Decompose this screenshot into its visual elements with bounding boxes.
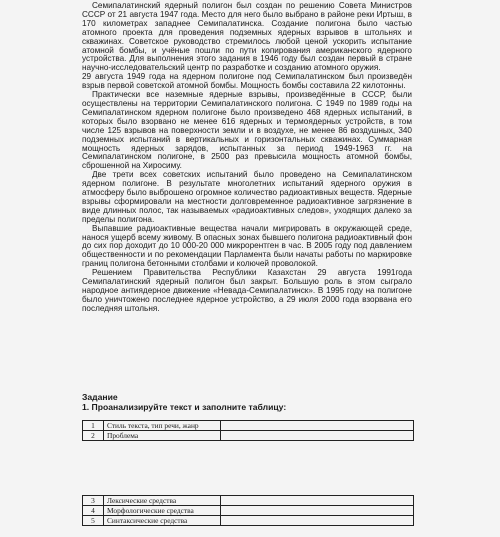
paragraph: 29 августа 1949 года на ядерном полигоне под Семипалатинском был произведён взрыв первой советской атомной бомбы. Мощность бомбы составила 22 килотонны. (82, 72, 412, 91)
row-number: 2 (83, 431, 104, 441)
row-number: 5 (83, 516, 104, 526)
task-section (82, 392, 422, 412)
table-row (83, 506, 414, 516)
row-label: Морфологические средства (104, 506, 221, 516)
table-row (83, 516, 414, 526)
analysis-table-top (82, 420, 414, 441)
task-heading: Задание (82, 392, 118, 402)
paragraph: Семипалатинский ядерный полигон был создан по решению Совета Министров СССР от 21 августа 1947 года. Место для него было выбрано в районе реки Иртыш, в 170 километрах западнее Семипалатинска. Создание полигона было частью атомного проекта для проведения подземных ядерных взрывов в штольнях и скважинах. Советское руководство стремилось любой ценой ускорить испытание атомной бомбы, и учёные пошли по пути копирования американского ядерного устройства. Для выполнения этого задания в 1946 году был создан первый в стране научно-исследовательский центр по разработке и созданию атомного оружия. (82, 1, 412, 73)
row-label: Стиль текста, тип речи, жанр (104, 421, 221, 431)
answer-cell[interactable] (221, 496, 414, 506)
paragraph: Выпавшие радиоактивные вещества начали мигрировать в окружающей среде, нанося ущерб всему живому. В опасных зонах бывшего полигона радиоактивный фон до сих пор доходит до 10 000-20 000 микрорентген в час. В 2005 году под давлением общественности и по рекомендации Парламента были начаты работы по маркировке границ полигона бетонными столбами и колючей проволокой. (82, 223, 412, 269)
analysis-table-bottom (82, 495, 414, 526)
paragraph: Две трети всех советских испытаний было проведено на Семипалатинском ядерном полигоне. В результате многолетних испытаний ядерного оружия в атмосферу было выброшено огромное количество радиоактивных веществ. Ядерные взрывы сформировали на местности долговременное радиоактивное загрязнение в виде длинных полос, так называемых «радиоактивных следов», уходящих далеко за пределы полигона. (82, 170, 412, 224)
table-row (83, 431, 414, 441)
table-row (83, 421, 414, 431)
text-body (82, 2, 412, 314)
answer-cell[interactable] (221, 421, 414, 431)
row-number: 3 (83, 496, 104, 506)
row-number: 4 (83, 506, 104, 516)
answer-cell[interactable] (221, 431, 414, 441)
row-number: 1 (83, 421, 104, 431)
row-label: Проблема (104, 431, 221, 441)
answer-cell[interactable] (221, 516, 414, 526)
table-row (83, 496, 414, 506)
page-gap (82, 443, 418, 493)
answer-cell[interactable] (221, 506, 414, 516)
paragraph: Решением Правительства Республики Казахстан 29 августа 1991года Семипалатинский ядерный полигон был закрыт. Большую роль в этом сыграло народное антиядерное движение «Невада-Семипалатинск». В 1995 году на полигоне было уничтожено последнее ядерное устройство, а 29 июля 2000 года взорвана его последняя штольня. (82, 268, 412, 313)
row-label: Лексические средства (104, 496, 221, 506)
paragraph: Практически все наземные ядерные взрывы, произведённые в СССР, были осуществлены на территории Семипалатинского полигона. С 1949 по 1989 годы на Семипалатинском ядерном полигоне было произведено 468 ядерных испытаний, в которых было взорвано не менее 616 ядерных и термоядерных устройств, в том числе 125 взрывов на поверхности земли и в воздухе, не менее 86 воздушных, 340 подземных испытаний в вертикальных и горизонтальных скважинах. Суммарная мощность ядерных зарядов, испытанных за период 1949-1963 гг. на Семипалатинском полигоне, в 2500 раз превысила мощность атомной бомбы, сброшенной на Хиросиму. (82, 90, 412, 171)
row-label: Синтаксические средства (104, 516, 221, 526)
task-instruction: 1. Проанализируйте текст и заполните таблицу: (82, 402, 287, 412)
